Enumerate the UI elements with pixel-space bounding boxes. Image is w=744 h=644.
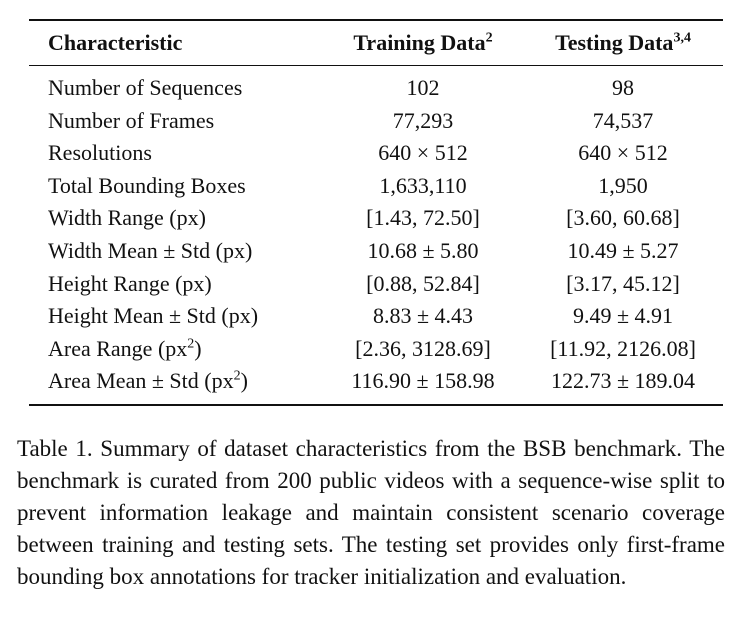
testing-value: 74,537 — [592, 107, 654, 133]
training-value: 116.90 ± 158.98 — [351, 368, 495, 394]
training-value: 102 — [406, 75, 440, 100]
table-header — [29, 21, 723, 65]
row-label: Total Bounding Boxes — [48, 172, 246, 198]
training-value: 640 × 512 — [378, 140, 468, 166]
testing-value: 9.49 ± 4.91 — [572, 303, 674, 329]
row-label: Width Range (px) — [48, 205, 206, 231]
row-label: Number of Sequences — [48, 75, 243, 100]
training-value: [2.36, 3128.69] — [355, 335, 491, 361]
table-row — [29, 235, 723, 268]
header-row — [29, 21, 723, 65]
row-label: Width Mean ± Std (px) — [48, 237, 253, 263]
testing-value: [11.92, 2126.08] — [550, 335, 696, 361]
row-label: Area Range $(px^2)$ — [48, 335, 202, 361]
row-label: Height Mean ± Std (px) — [48, 303, 259, 329]
table-row — [29, 202, 723, 235]
testing-value: [3.60, 60.68] — [566, 205, 680, 231]
table-row — [29, 105, 723, 138]
header-testing-data: Testing Data$^{3,4}$ — [555, 30, 691, 55]
training-value: [1.43, 72.50] — [366, 205, 480, 231]
dataset-characteristics-table — [29, 19, 723, 406]
table-row — [29, 365, 723, 404]
testing-value: 640 × 512 — [578, 140, 668, 166]
row-label: Resolutions — [48, 140, 152, 166]
table-row — [29, 66, 723, 105]
table-row — [29, 268, 723, 301]
training-value: 10.68 ± 5.80 — [367, 237, 479, 263]
table-row — [29, 333, 723, 366]
row-label: Number of Frames — [48, 107, 215, 133]
bottom-rule — [29, 404, 723, 406]
testing-value: 122.73 ± 189.04 — [550, 368, 696, 394]
header-characteristic: Characteristic — [48, 30, 183, 55]
training-value: 1,633,110 — [379, 172, 467, 198]
table-row — [29, 137, 723, 170]
table-caption: Table 1. Summary of dataset characteristics from the BSB benchmark. The benchmark is curated from 200 public videos with a sequence-wise split to prevent information leakage and maintain consistent scenario coverage between training and testing sets. The testing set provides only first-frame bounding box annotations for tracker initialization and evaluation. — [17, 436, 725, 589]
training-value: 77,293 — [392, 107, 454, 133]
table-body — [29, 66, 723, 404]
table-row — [29, 300, 723, 333]
testing-value: 10.49 ± 5.27 — [567, 237, 679, 263]
testing-value: 98 — [612, 75, 634, 100]
row-label: Area Mean ± Std $(px^2)$ — [48, 368, 248, 394]
training-value: 8.83 ± 4.43 — [372, 303, 474, 329]
table-row — [29, 170, 723, 203]
header-training-data: Training Data$^2$ — [353, 30, 493, 55]
testing-value: [3.17, 45.12] — [566, 270, 680, 296]
training-value: [0.88, 52.84] — [366, 270, 480, 296]
row-label: Height Range (px) — [48, 270, 212, 296]
testing-value: 1,950 — [598, 172, 648, 198]
